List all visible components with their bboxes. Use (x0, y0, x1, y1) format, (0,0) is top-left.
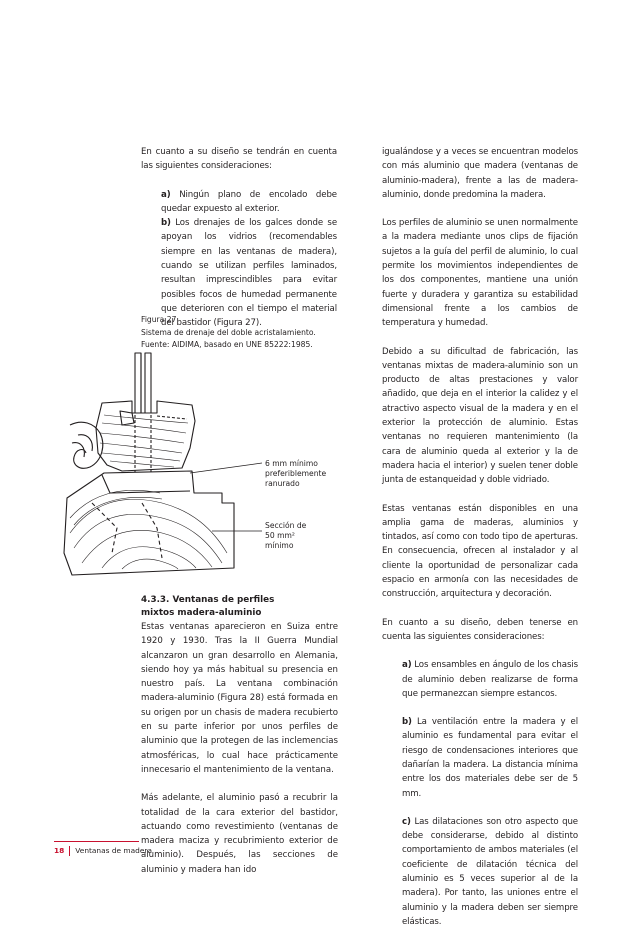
list-item-label: b) (161, 218, 171, 229)
annotation-line: Sección de (265, 521, 307, 530)
figure-caption (141, 314, 341, 352)
section-paragraph: Estas ventanas aparecieron en Suiza entre 1920 y 1930. Tras la II Guerra Mundial alcanzaron un gran desarrollo en Alemania, siendo hoy ya más habitual su presencia en nuestro país. La ventana combinación madera-aluminio (Figura 28) está formada en su origen por un chasis de madera recubierto en su parte inferior por unos perfiles de aluminio que la protegen de las inclemencias atmosféricas, lo cual hace prácticamente innecesario el mantenimiento de la ventana. (141, 622, 338, 775)
section-heading (141, 594, 338, 620)
annotation-line: ranurado (265, 479, 300, 488)
annotation-line: mínimo (265, 541, 294, 550)
list-item-text: Ningún plano de encolado debe quedar expuesto al exterior. (161, 189, 337, 214)
annotation-line: preferiblemente (265, 469, 327, 478)
window-section-drawing (62, 353, 277, 582)
annotation-channel (265, 459, 355, 489)
list-item-text: Los ensambles en ángulo de los chasis de aluminio deben realizarse de forma que permanezcan siempre estancos. (402, 660, 578, 699)
annotation-line: 50 mm² (265, 531, 295, 540)
right-column (382, 145, 578, 929)
footer-rule (54, 841, 139, 842)
section-paragraph: Más adelante, el aluminio pasó a recubrir la totalidad de la cara exterior del bastidor, actuando como revestimiento (ventanas de madera maciza y recubrimiento exterior de aluminio). Después, las secciones de aluminio y madera han ido (141, 793, 338, 875)
annotation-line: 6 mm mínimo (265, 459, 318, 468)
list-item-label: a) (161, 189, 171, 200)
list-item-text: La ventilación entre la madera y el aluminio es fundamental para evitar el riesgo de condensaciones interiores que dañarían la madera. La distancia mínima entre los dos materiales debe ser de 5 mm. (402, 717, 578, 799)
figure-caption-text: Sistema de drenaje del doble acristalamiento. (141, 327, 316, 337)
right-paragraph: Debido a su dificultad de fabricación, las ventanas mixtas de madera-aluminio son un producto de altas prestaciones y valor añadido, que deja en el interior la calidez y el atractivo aspecto visual de la madera y en el exterior la protección de aluminio. Estas ventanas no requieren mantenimiento (la cara de aluminio queda al exterior y la de madera hacia el interior) y suelen tener doble junta de estanqueidad y doble vidriado. (382, 346, 578, 486)
footer-title: Ventanas de madera (75, 846, 152, 855)
page-number: 18 (54, 846, 65, 855)
right-paragraph: Los perfiles de aluminio se unen normalmente a la madera mediante unos clips de fijación sujetos a la guía del perfil de aluminio, lo cual permite los movimientos independientes de los dos componentes, mantiene una unión fuerte y duradera y garantiza su estabilidad dimensional frente a los cambios de temperatura y humedad. (382, 218, 578, 329)
list-item (161, 188, 337, 217)
list-item-label: a) (402, 660, 412, 671)
section-heading-line: mixtos madera-aluminio (141, 608, 262, 618)
left-considerations-list (161, 188, 337, 331)
right-paragraph: Estas ventanas están disponibles en una amplia gama de maderas, aluminios y tintados, así como con todo tipo de aperturas. En consecuencia, ofrecen al instalador y al cliente la oportunidad de personalizar cada espacio en armonía con las necesidades de construcción, arquitectura y decoración. (382, 503, 578, 600)
footer-divider (69, 846, 70, 856)
left-column (141, 145, 337, 331)
section-heading-line: 4.3.3. Ventanas de perfiles (141, 595, 275, 605)
right-paragraph: igualándose y a veces se encuentran modelos con más aluminio que madera (ventanas de aluminio-madera), frente a las de madera-aluminio, donde predomina la madera. (382, 147, 578, 200)
list-item-text: Los drenajes de los galces donde se apoyan los vidrios (recomendables siempre en las ventanas de madera), cuando se utilizan perfiles laminados, resultan imprescindibles para evitar posibles focos de humedad permanente que deterioren con el tiempo el material del bastidor (Figura 27). (161, 218, 338, 329)
list-item-label: c) (402, 816, 411, 827)
left-intro-paragraph: En cuanto a su diseño se tendrán en cuenta las siguientes consideraciones: (141, 147, 337, 172)
list-item (402, 815, 578, 929)
list-item (402, 715, 578, 801)
page-footer (54, 845, 152, 857)
figure-number: Figura 27 (141, 315, 177, 324)
figure-source: Fuente: AIDIMA, basado en UNE 85222:1985. (141, 340, 313, 350)
right-considerations-list (402, 658, 578, 929)
list-item (402, 658, 578, 701)
annotation-section (265, 521, 355, 551)
list-item-text: Las dilataciones son otro aspecto que debe considerarse, debido al distinto comportamiento de ambos materiales (el coeficiente de dilatación técnica del aluminio es 5 veces superior al de la madera). Por tanto, las uniones entre el aluminio y la madera deben ser siempre elásticas. (402, 816, 578, 927)
right-paragraph: En cuanto a su diseño, deben tenerse en cuenta las siguientes consideraciones: (382, 617, 578, 642)
drainage-diagram (62, 353, 277, 578)
list-item-label: b) (402, 717, 412, 728)
section-mixed-windows (141, 594, 338, 877)
